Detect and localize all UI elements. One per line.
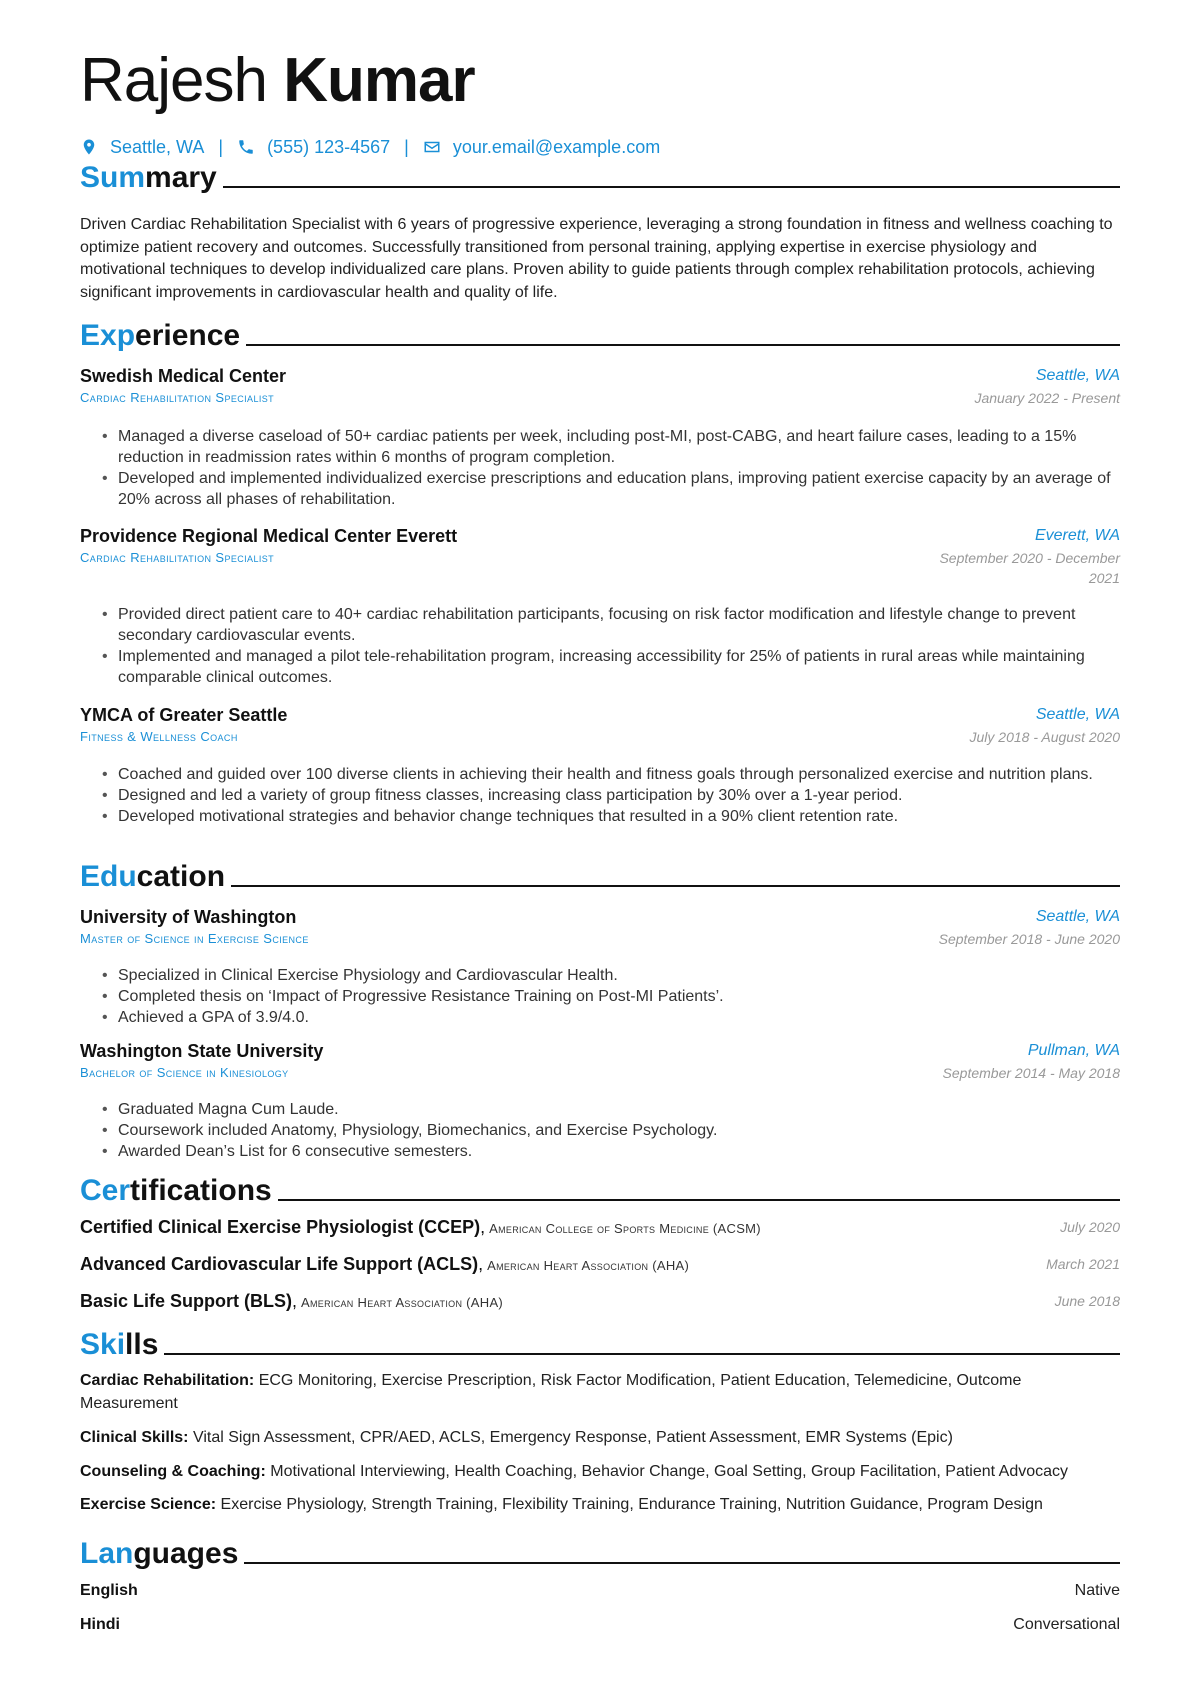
heading-rest: guages <box>133 1537 239 1570</box>
heading-rest: mary <box>145 161 217 194</box>
heading-rest: cation <box>136 860 226 893</box>
certification-issuer: American College of Sports Medicine (ACSM) <box>489 1221 761 1236</box>
contact-phone[interactable] <box>237 137 390 158</box>
job-title: Fitness & Wellness Coach <box>80 729 238 744</box>
employer-name: Swedish Medical Center <box>80 366 287 386</box>
certification-name: Basic Life Support (BLS) <box>80 1291 293 1311</box>
certification-date: March 2021 <box>1046 1256 1120 1272</box>
bullet-item: • Coached and guided over 100 diverse clients in achieving their health and fitness goals through personalized exercise and nutrition plans. <box>80 764 1120 785</box>
skill-items: Vital Sign Assessment, CPR/AED, ACLS, Emergency Response, Patient Assessment, EMR Systems (Epic) <box>192 1429 953 1446</box>
job-dates-line: September 2020 - December <box>939 550 1120 566</box>
contact-separator: | <box>218 136 224 157</box>
job-location: Seattle, WA <box>1035 367 1120 384</box>
bullet-item: • Achieved a GPA of 3.9/4.0. <box>80 1007 1120 1028</box>
education-bullets <box>80 965 1120 1028</box>
certification-item: Certified Clinical Exercise Physiologist (CCEP), American College of Sports Medicine (ACSM) July 2020 <box>80 1217 1120 1237</box>
school-dates: September 2018 - June 2020 <box>938 931 1120 947</box>
candidate-name <box>80 46 475 116</box>
heading-rule <box>164 1353 1120 1355</box>
skill-items: Exercise Physiology, Strength Training, Flexibility Training, Endurance Training, Nutrition Guidance, Program Design <box>220 1496 1043 1513</box>
phone-icon <box>237 138 255 156</box>
skill-row <box>80 1370 1120 1415</box>
school-dates: September 2014 - May 2018 <box>942 1065 1120 1081</box>
heading-rule <box>244 1562 1120 1564</box>
heading-rule <box>278 1199 1120 1201</box>
section-heading-certifications <box>80 1169 1120 1209</box>
certification-date: July 2020 <box>1060 1219 1120 1235</box>
school-name: Washington State University <box>80 1041 324 1061</box>
language-level: Native <box>1074 1582 1120 1599</box>
section-heading-experience <box>80 314 1120 354</box>
education-entry <box>80 905 1120 949</box>
language-name: Hindi <box>80 1616 120 1633</box>
skill-row <box>80 1427 1120 1450</box>
employer-name: Providence Regional Medical Center Everett <box>80 526 458 546</box>
language-row <box>80 1616 1120 1640</box>
bullet-item: • Completed thesis on ‘Impact of Progressive Resistance Training on Post-MI Patients’. <box>80 986 1120 1007</box>
heading-rule <box>231 885 1120 887</box>
bullet-item: • Designed and led a variety of group fitness classes, increasing class participation by 30% over a 1-year period. <box>80 785 1120 806</box>
skill-category: Cardiac Rehabilitation: <box>80 1372 255 1389</box>
bullet-item: • Coursework included Anatomy, Physiology, Biomechanics, and Exercise Psychology. <box>80 1120 1120 1141</box>
language-name: English <box>80 1582 138 1599</box>
map-pin-icon <box>80 138 98 156</box>
certification-name: Advanced Cardiovascular Life Support (ACLS) <box>80 1254 479 1274</box>
school-name: University of Washington <box>80 907 297 927</box>
job-location: Everett, WA <box>1034 527 1120 544</box>
experience-entry <box>80 703 1120 747</box>
certification-item: Advanced Cardiovascular Life Support (ACLS), American Heart Association (AHA) March 2021 <box>80 1254 1120 1274</box>
job-dates-line: 2021 <box>1088 570 1120 586</box>
skill-category: Exercise Science: <box>80 1496 217 1513</box>
job-dates <box>939 548 1120 588</box>
section-heading-summary <box>80 156 1120 196</box>
education-entry <box>80 1039 1120 1083</box>
summary-text: Driven Cardiac Rehabilitation Specialist with 6 years of progressive experience, leveraging a strong foundation in fitness and wellness coaching to optimize patient recovery and outcomes. Successfully transitioned from personal training, applying expertise in exercise physiology and motivational techniques to develop individualized care plans. Proven ability to guide patients through complex rehabilitation protocols, achieving significant improvements in cardiovascular health and quality of life. <box>80 216 1113 301</box>
language-row <box>80 1582 1120 1606</box>
heading-accent: Cer <box>80 1174 131 1207</box>
job-title: Cardiac Rehabilitation Specialist <box>80 550 275 565</box>
heading-rule <box>246 344 1120 346</box>
skill-category: Counseling & Coaching: <box>80 1463 266 1480</box>
employer-name: YMCA of Greater Seattle <box>80 705 288 725</box>
first-name: Rajesh <box>80 46 267 115</box>
experience-bullets <box>80 764 1120 827</box>
experience-bullets <box>80 604 1120 688</box>
job-dates: January 2022 - Present <box>974 390 1120 406</box>
degree: Master of Science in Exercise Science <box>80 931 309 946</box>
heading-accent: Ski <box>80 1328 126 1361</box>
education-bullets <box>80 1099 1120 1162</box>
job-location: Seattle, WA <box>1035 706 1120 723</box>
certification-issuer: American Heart Association (AHA) <box>487 1258 690 1273</box>
section-heading-skills <box>80 1323 1120 1363</box>
location-text: Seattle, WA <box>110 136 205 157</box>
heading-accent: Lan <box>80 1537 134 1570</box>
job-dates: July 2018 - August 2020 <box>969 729 1120 745</box>
heading-rule <box>223 186 1120 188</box>
bullet-item: • Awarded Dean’s List for 6 consecutive semesters. <box>80 1141 1120 1162</box>
heading-rest: lls <box>125 1328 159 1361</box>
heading-rest: erience <box>135 319 241 352</box>
section-heading-education <box>80 855 1120 895</box>
contact-email[interactable] <box>423 137 660 158</box>
bullet-item: • Graduated Magna Cum Laude. <box>80 1099 1120 1120</box>
heading-accent: Exp <box>80 319 136 352</box>
phone-text[interactable]: (555) 123-4567 <box>267 136 391 157</box>
section-heading-languages <box>80 1532 1120 1572</box>
experience-entry <box>80 524 1120 586</box>
bullet-item: • Implemented and managed a pilot tele-rehabilitation program, increasing accessibility for 25% of patients in rural areas while maintaining comparable clinical outcomes. <box>80 646 1120 688</box>
school-location: Pullman, WA <box>1027 1042 1120 1059</box>
skill-row <box>80 1461 1120 1484</box>
heading-accent: Edu <box>80 860 137 893</box>
certification-name: Certified Clinical Exercise Physiologist (CCEP) <box>80 1217 481 1237</box>
skill-row <box>80 1494 1120 1517</box>
language-level: Conversational <box>1013 1616 1120 1633</box>
bullet-item: • Developed motivational strategies and behavior change techniques that resulted in a 90% client retention rate. <box>80 806 1120 827</box>
email-link[interactable]: your.email@example.com <box>452 136 661 157</box>
envelope-icon <box>423 138 441 156</box>
certification-item: Basic Life Support (BLS), American Heart Association (AHA) June 2018 <box>80 1291 1120 1311</box>
contact-location <box>80 137 204 158</box>
certification-issuer: American Heart Association (AHA) <box>301 1295 504 1310</box>
bullet-item: • Provided direct patient care to 40+ cardiac rehabilitation participants, focusing on risk factor modification and lifestyle change to prevent secondary cardiovascular events. <box>80 604 1120 646</box>
skill-items: Motivational Interviewing, Health Coaching, Behavior Change, Goal Setting, Group Facilitation, Patient Advocacy <box>270 1463 1069 1480</box>
experience-bullets <box>80 426 1120 510</box>
contact-separator: | <box>404 136 409 157</box>
bullet-item: • Developed and implemented individualized exercise prescriptions and education plans, improving patient exercise capacity by an average of 20% across all phases of rehabilitation. <box>80 468 1120 510</box>
bullet-item: • Specialized in Clinical Exercise Physiology and Cardiovascular Health. <box>80 965 1120 986</box>
heading-accent: Sum <box>80 161 146 194</box>
job-title: Cardiac Rehabilitation Specialist <box>80 390 275 405</box>
bullet-item: • Managed a diverse caseload of 50+ cardiac patients per week, including post-MI, post-CABG, and heart failure cases, leading to a 15% reduction in readmission rates within 6 months of program completion. <box>80 426 1120 468</box>
skill-category: Clinical Skills: <box>80 1429 189 1446</box>
heading-rest: tifications <box>130 1174 272 1207</box>
experience-entry <box>80 364 1120 408</box>
last-name: Kumar <box>283 46 475 115</box>
certification-date: June 2018 <box>1054 1293 1120 1309</box>
degree: Bachelor of Science in Kinesiology <box>80 1065 289 1080</box>
skill-items: ECG Monitoring, Exercise Prescription, Risk Factor Modification, Patient Education, Telemedicine, Outcome Measurement <box>80 1372 1022 1412</box>
school-location: Seattle, WA <box>1035 908 1120 925</box>
